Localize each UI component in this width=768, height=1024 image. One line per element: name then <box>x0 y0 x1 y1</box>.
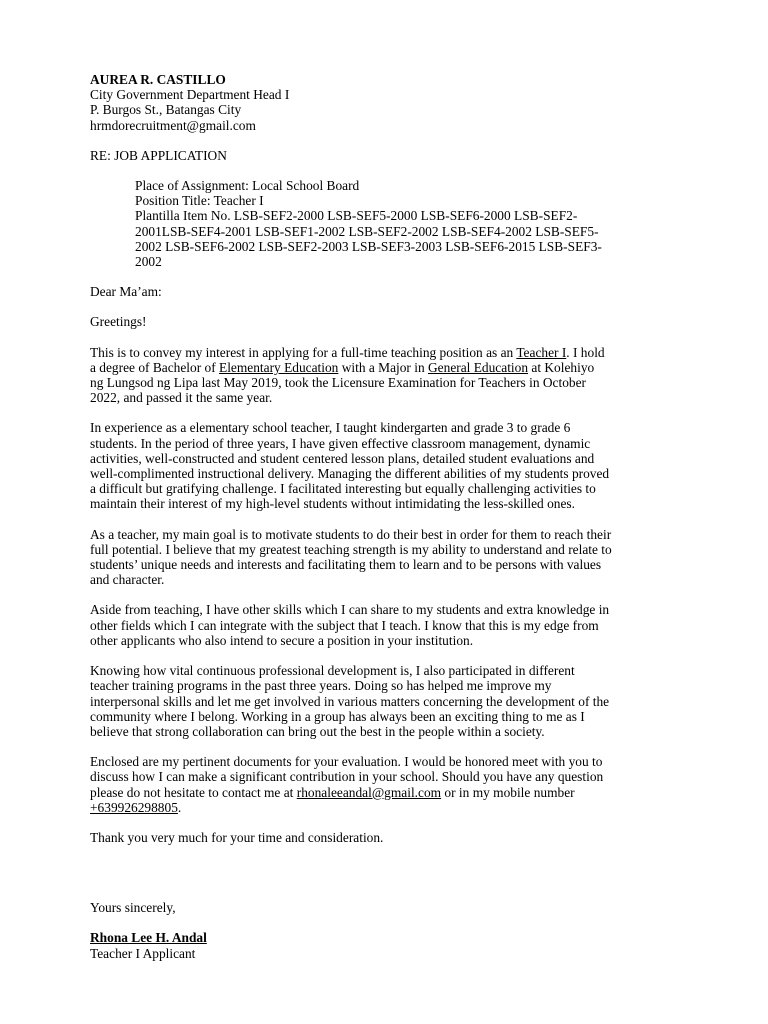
recipient-email: hrmdorecruitment@gmail.com <box>90 117 256 133</box>
paragraph-line: students. In the period of three years, I have given effective classroom management, dynamic <box>90 435 591 451</box>
paragraph-line: and character. <box>90 572 165 588</box>
paragraph-line: 2022, and passed it the same year. <box>90 390 273 406</box>
paragraph-line: discuss how I can make a significant contribution in your school. Should you have any question <box>90 769 604 785</box>
signature-name: Rhona Lee H. Andal <box>90 930 207 946</box>
paragraph-line: Enclosed are my pertinent documents for your evaluation. I would be honored meet with you to <box>90 754 603 770</box>
paragraph-line: other applicants who also intend to secure a position in your institution. <box>90 632 474 648</box>
paragraph-line: students’ unique needs and interests and facilitating them to learn and to be persons with values <box>90 557 602 573</box>
paragraph-skills <box>90 602 680 648</box>
paragraph-intro <box>90 345 680 406</box>
plantilla-line: 2002 LSB-SEF6-2002 LSB-SEF2-2003 LSB-SEF3-2003 LSB-SEF6-2015 LSB-SEF3- <box>135 238 602 254</box>
paragraph-line: community where I belong. Working in a group has always been an exciting thing to me as I <box>90 708 585 724</box>
paragraph-line: teacher training programs in the past three years. Doing so has helped me improve my <box>90 678 552 694</box>
phone-link[interactable]: +639926298805 <box>90 799 178 815</box>
paragraph-line: As a teacher, my main goal is to motivate students to do their best in order for them to reach their <box>90 526 612 542</box>
paragraph-line: well-complimented instructional delivery. Managing the different abilities of my students proved <box>90 466 610 482</box>
paragraph-line: In experience as a elementary school teacher, I taught kindergarten and grade 3 to grade 6 <box>90 420 571 436</box>
paragraph-goals <box>90 527 680 588</box>
signature-block <box>90 930 680 960</box>
closing-line: Yours sincerely, <box>90 900 176 916</box>
plantilla-line: 2002 <box>135 254 162 270</box>
paragraph-line: please do not hesitate to contact me at rhonaleeandal@gmail.com or in my mobile number <box>90 784 575 800</box>
paragraph-line: ng Lungsod ng Lipa last May 2019, took the Licensure Examination for Teachers in October <box>90 375 587 391</box>
salutation: Dear Ma’am: <box>90 284 162 300</box>
paragraph-line: Knowing how vital continuous professional development is, I also participated in different <box>90 663 575 679</box>
position-title: Position Title: Teacher I <box>135 193 264 209</box>
major-link[interactable]: General Education <box>428 359 529 375</box>
application-details <box>135 178 680 269</box>
paragraph-line: +639926298805. <box>90 799 182 815</box>
paragraph-line: full potential. I believe that my greatest teaching strength is my ability to understand and relate to <box>90 541 612 557</box>
subject-line: RE: JOB APPLICATION <box>90 147 227 163</box>
paragraph-line: Aside from teaching, I have other skills which I can share to my students and extra knowledge in <box>90 602 610 618</box>
paragraph-line: maintain their interest of my high-level students without intimidating the less-skilled ones. <box>90 496 575 512</box>
paragraph-line: a difficult but gratifying challenge. I facilitated interesting but equally challenging activities to <box>90 481 596 497</box>
plantilla-line: 2001LSB-SEF4-2001 LSB-SEF1-2002 LSB-SEF2-2002 LSB-SEF4-2002 LSB-SEF5- <box>135 223 599 239</box>
paragraph-line: believe that strong collaboration can bring out the best in the people within a society. <box>90 723 545 739</box>
degree-link[interactable]: Elementary Education <box>219 359 339 375</box>
recipient-title: City Government Department Head I <box>90 87 290 103</box>
plantilla-line: Plantilla Item No. LSB-SEF2-2000 LSB-SEF5-2000 LSB-SEF6-2000 LSB-SEF2- <box>135 208 578 224</box>
recipient-block <box>90 72 680 133</box>
paragraph-line: a degree of Bachelor of Elementary Education with a Major in General Education at Kolehiyo <box>90 359 595 375</box>
paragraph-line: interpersonal skills and let me get involved in various matters concerning the development of the <box>90 693 610 709</box>
paragraph-line: activities, well-constructed and student centered lesson plans, detailed student evaluations and <box>90 450 595 466</box>
paragraph-line: This is to convey my interest in applying for a full-time teaching position as an Teacher I. I hold <box>90 344 605 360</box>
paragraph-contact <box>90 754 680 815</box>
signature-title: Teacher I Applicant <box>90 945 196 961</box>
letter-body <box>90 72 680 961</box>
thanks-line: Thank you very much for your time and consideration. <box>90 829 384 845</box>
paragraph-development <box>90 663 680 739</box>
recipient-address: P. Burgos St., Batangas City <box>90 102 242 118</box>
email-link[interactable]: rhonaleeandal@gmail.com <box>296 784 442 800</box>
paragraph-line: other fields which I can integrate with the subject that I teach. I know that this is my edge from <box>90 617 599 633</box>
paragraph-experience <box>90 420 680 511</box>
greeting: Greetings! <box>90 314 147 330</box>
recipient-name: AUREA R. CASTILLO <box>90 72 226 87</box>
position-link[interactable]: Teacher I <box>516 344 567 360</box>
place-of-assignment: Place of Assignment: Local School Board <box>135 178 360 194</box>
